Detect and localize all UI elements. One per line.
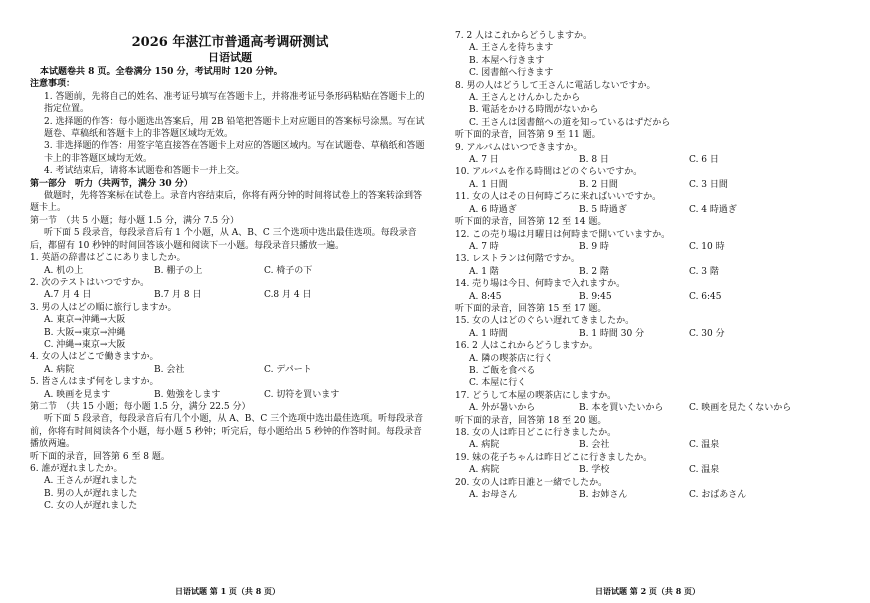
option-c[interactable]: C. 3 階 [689, 266, 719, 277]
question-text: 8. 男の人はどうして王さんに電話しないですか。 [455, 80, 656, 91]
option-a[interactable]: A. 1 階 [469, 266, 499, 277]
listen-instruction: 听下面的录音，回答第 15 至 17 题。 [455, 303, 607, 314]
option-b[interactable]: B. お姉さん [579, 490, 628, 501]
question-18 [455, 427, 855, 452]
option-c[interactable]: C. 椅子の下 [264, 265, 313, 276]
option-b[interactable]: B. 1 時間 30 分 [579, 328, 645, 339]
option-a[interactable]: A. 7 時 [469, 241, 499, 252]
option-b[interactable]: B. 勉強をします [154, 389, 221, 400]
part1-intro: 做题时，先将答案标在试卷上。录音内容结束后，你将有两分钟的时间将试卷上的答案转涂到答题卡上。 [30, 191, 423, 214]
option-b[interactable]: B. 本屋へ行きます [469, 55, 545, 66]
option-c[interactable]: C. 図書館へ行きます [469, 68, 554, 79]
question-text: 14. 売り場は今日、何時まで入れますか。 [455, 279, 626, 290]
option-c[interactable]: C. おばあさん [689, 490, 747, 501]
question-text: 16. 2 人はこれからどうしますか。 [455, 341, 598, 352]
option-a[interactable]: A. お母さん [469, 490, 518, 501]
option-a[interactable]: A. 外が暑いから [469, 403, 536, 414]
question-2 [30, 277, 430, 302]
question-20 [455, 477, 855, 502]
option-a[interactable]: A. 8:45 [469, 291, 502, 302]
option-a[interactable]: A. 隣の喫茶店に行く [469, 353, 554, 364]
option-b[interactable]: B. 2 日間 [579, 179, 618, 190]
option-c[interactable]: C. 女の人が遅れました [44, 501, 138, 512]
option-b[interactable]: B. 8 日 [579, 155, 609, 166]
question-13 [455, 253, 855, 278]
question-text: 10. アルバムを作る時間はどのぐらいですか。 [455, 167, 643, 178]
option-c[interactable]: C. 6 日 [689, 155, 719, 166]
option-a[interactable]: A. 病院 [469, 465, 500, 476]
question-text: 9. アルバムはいつできますか。 [455, 142, 583, 153]
option-a[interactable]: A. 病院 [44, 364, 75, 375]
note-2: 2. 选择题的作答：每小题选出答案后，用 2B 铅笔把答题卡上对应题目的答案标号涂黑。写在试题卷、草稿纸和答题卡上的非答题区域均无效。 [44, 116, 425, 140]
option-b[interactable]: B. 男の人が遅れました [44, 488, 138, 499]
listen-instruction: 听下面的录音，回答第 9 至 11 题。 [455, 130, 601, 141]
option-c[interactable]: C. 映画を見たくないから [689, 403, 792, 414]
option-b[interactable]: B. 本を買いたいから [579, 403, 664, 414]
option-c[interactable]: C. 沖縄→東京→大阪 [44, 339, 126, 350]
question-text: 20. 女の人は昨日誰と一緒でしたか。 [455, 477, 608, 488]
question-4 [30, 351, 430, 376]
question-text: 7. 2 人はこれからどうしますか。 [455, 31, 593, 41]
question-text: 1. 英語の辞書はどこにありましたか。 [30, 253, 186, 264]
section2-intro: 听下面 5 段录音，每段录音后有几个小题，从 A、B、C 三个选项中选出最佳选项。听每段录音前，你将有时间阅读各个小题，每小题 5 秒钟；听完后，每小题给出 5 秒钟的作答时间。每段录音播放两遍。 [30, 414, 424, 450]
option-a[interactable]: A. 机の上 [44, 265, 84, 276]
option-c[interactable]: C. 温泉 [689, 465, 720, 476]
question-text: 4. 女の人はどこで働きますか。 [30, 352, 159, 363]
option-c[interactable]: C. 30 分 [689, 328, 725, 339]
option-c[interactable]: C. 4 時過ぎ [689, 204, 737, 215]
option-b[interactable]: B. 棚子の上 [154, 265, 203, 276]
question-15 [455, 315, 855, 340]
question-16 [455, 340, 855, 390]
option-c[interactable]: C. デパート [264, 364, 312, 375]
question-text: 6. 誰が遅れましたか。 [30, 464, 123, 474]
listen-instruction: 听下面的录音，回答第 6 至 8 题。 [30, 451, 170, 462]
question-text: 17. どうして本屋の喫茶店にしますか。 [455, 390, 617, 401]
option-b[interactable]: B. 9 時 [579, 241, 609, 252]
option-a[interactable]: A. 6 時過ぎ [469, 204, 517, 215]
section2-title: 第二节 （共 15 小题；每小题 1.5 分，满分 22.5 分） [30, 401, 251, 412]
option-a[interactable]: A. 映画を見ます [44, 389, 111, 400]
note-3: 3. 非选择题的作答：用签字笔直接答在答题卡上对应的答题区域内。写在试题卷、草稿纸和答题卡上的非答题区域均无效。 [44, 141, 425, 164]
notes-title: 注意事项： [30, 79, 76, 90]
question-3 [30, 302, 430, 352]
question-10 [455, 166, 855, 191]
option-c[interactable]: C. 切符を買います [264, 389, 340, 400]
question-text: 18. 女の人は昨日どこに行きましたか。 [455, 428, 617, 438]
question-text: 3. 男の人はどの順に旅行しますか。 [30, 302, 177, 313]
question-6 [30, 463, 430, 513]
page-footer-right: 日语试题 第 2 页（共 8 页） [595, 586, 701, 596]
option-a[interactable]: A. 王さんが遅れました [44, 476, 138, 487]
option-c[interactable]: C. 王さんは図書館への道を知っているはずだから [469, 117, 671, 128]
option-a[interactable]: A. 王さんを待ちます [469, 43, 554, 54]
note-1: 1. 答题前，先将自己的姓名、准考证号填写在答题卡上，并将准考证号条形码粘贴在答题卡上的指定位置。 [44, 91, 425, 115]
section1-title: 第一节 （共 5 小题；每小题 1.5 分，满分 7.5 分） [30, 215, 240, 226]
option-a[interactable]: A. 1 時間 [469, 328, 508, 339]
option-a[interactable]: A. 東京→沖縄→大阪 [44, 315, 126, 326]
question-1 [30, 252, 430, 277]
question-19 [455, 452, 855, 477]
page-footer-left: 日语试题 第 1 页（共 8 页） [175, 586, 281, 596]
option-b[interactable]: B. 5 時過ぎ [579, 204, 627, 215]
exam-meta: 本试题卷共 8 页。全卷满分 150 分，考试用时 120 分钟。 [40, 67, 283, 77]
question-14 [455, 278, 855, 303]
question-text: 5. 皆さんはまず何をしますか。 [30, 377, 159, 388]
option-b[interactable]: B. 電話をかける時間がないから [469, 105, 599, 116]
question-text: 12. この売り場は月曜日は何時まで開いていますか。 [455, 229, 671, 240]
question-text: 15. 女の人はどのぐらい遅れてきましたか。 [455, 316, 635, 327]
question-7 [455, 30, 855, 80]
option-b[interactable]: B. 学校 [579, 465, 610, 476]
note-4: 4. 考试结束后，请将本试题卷和答题卡一并上交。 [44, 166, 245, 177]
exam-subject: 日语试题 [208, 51, 252, 64]
option-a[interactable]: A.7 月 4 日 [44, 290, 92, 301]
option-a[interactable]: A. 7 日 [469, 155, 499, 166]
option-a[interactable]: A. 王さんとけんかしたから [469, 93, 581, 104]
question-5 [30, 376, 430, 401]
question-text: 11. 女の人はその日何時ごろに来ればいいですか。 [455, 192, 662, 203]
option-c[interactable]: C.8 月 4 日 [264, 290, 312, 301]
question-text: 13. レストランは何階ですか。 [455, 254, 580, 265]
question-text: 2. 次のテストはいつですか。 [30, 277, 150, 288]
question-11 [455, 191, 855, 216]
option-b[interactable]: B. 大阪→東京→沖縄 [44, 327, 126, 338]
option-c[interactable]: C. 本屋に行く [469, 378, 527, 389]
question-17 [455, 390, 855, 415]
listen-instruction: 听下面的录音，回答第 18 至 20 题。 [455, 415, 607, 426]
option-c[interactable]: C. 6:45 [689, 291, 722, 302]
question-12 [455, 229, 855, 254]
part1-title: 第一部分 听力（共两节，满分 30 分） [30, 178, 193, 189]
question-9 [455, 142, 855, 167]
option-c[interactable]: C. 温泉 [689, 440, 720, 451]
option-c[interactable]: C. 10 時 [689, 241, 725, 252]
listen-instruction: 听下面的录音，回答第 12 至 14 题。 [455, 217, 607, 228]
question-8 [455, 80, 855, 130]
option-b[interactable]: B.7 月 8 日 [154, 290, 202, 301]
left-page [30, 0, 430, 513]
right-page [455, 0, 855, 501]
option-b[interactable]: B. 会社 [154, 364, 185, 375]
option-b[interactable]: B. 2 階 [579, 266, 609, 277]
question-text: 19. 妹の花子ちゃんは昨日どこに行きましたか。 [455, 452, 653, 463]
option-a[interactable]: A. 病院 [469, 440, 500, 451]
option-c[interactable]: C. 3 日間 [689, 179, 728, 190]
section1-intro: 听下面 5 段录音，每段录音后有 1 个小题，从 A、B、C 三个选项中选出最佳选项。每段录音后，都留有 10 秒钟的时间回答该小题和阅读下一小题。每段录音只播放一遍。 [30, 228, 417, 251]
option-a[interactable]: A. 1 日間 [469, 179, 508, 190]
option-b[interactable]: B. 会社 [579, 440, 610, 451]
option-b[interactable]: B. ご飯を食べる [469, 365, 536, 376]
option-b[interactable]: B. 9:45 [579, 291, 612, 302]
exam-title: 2026 年湛江市普通高考调研测试 [131, 35, 329, 50]
